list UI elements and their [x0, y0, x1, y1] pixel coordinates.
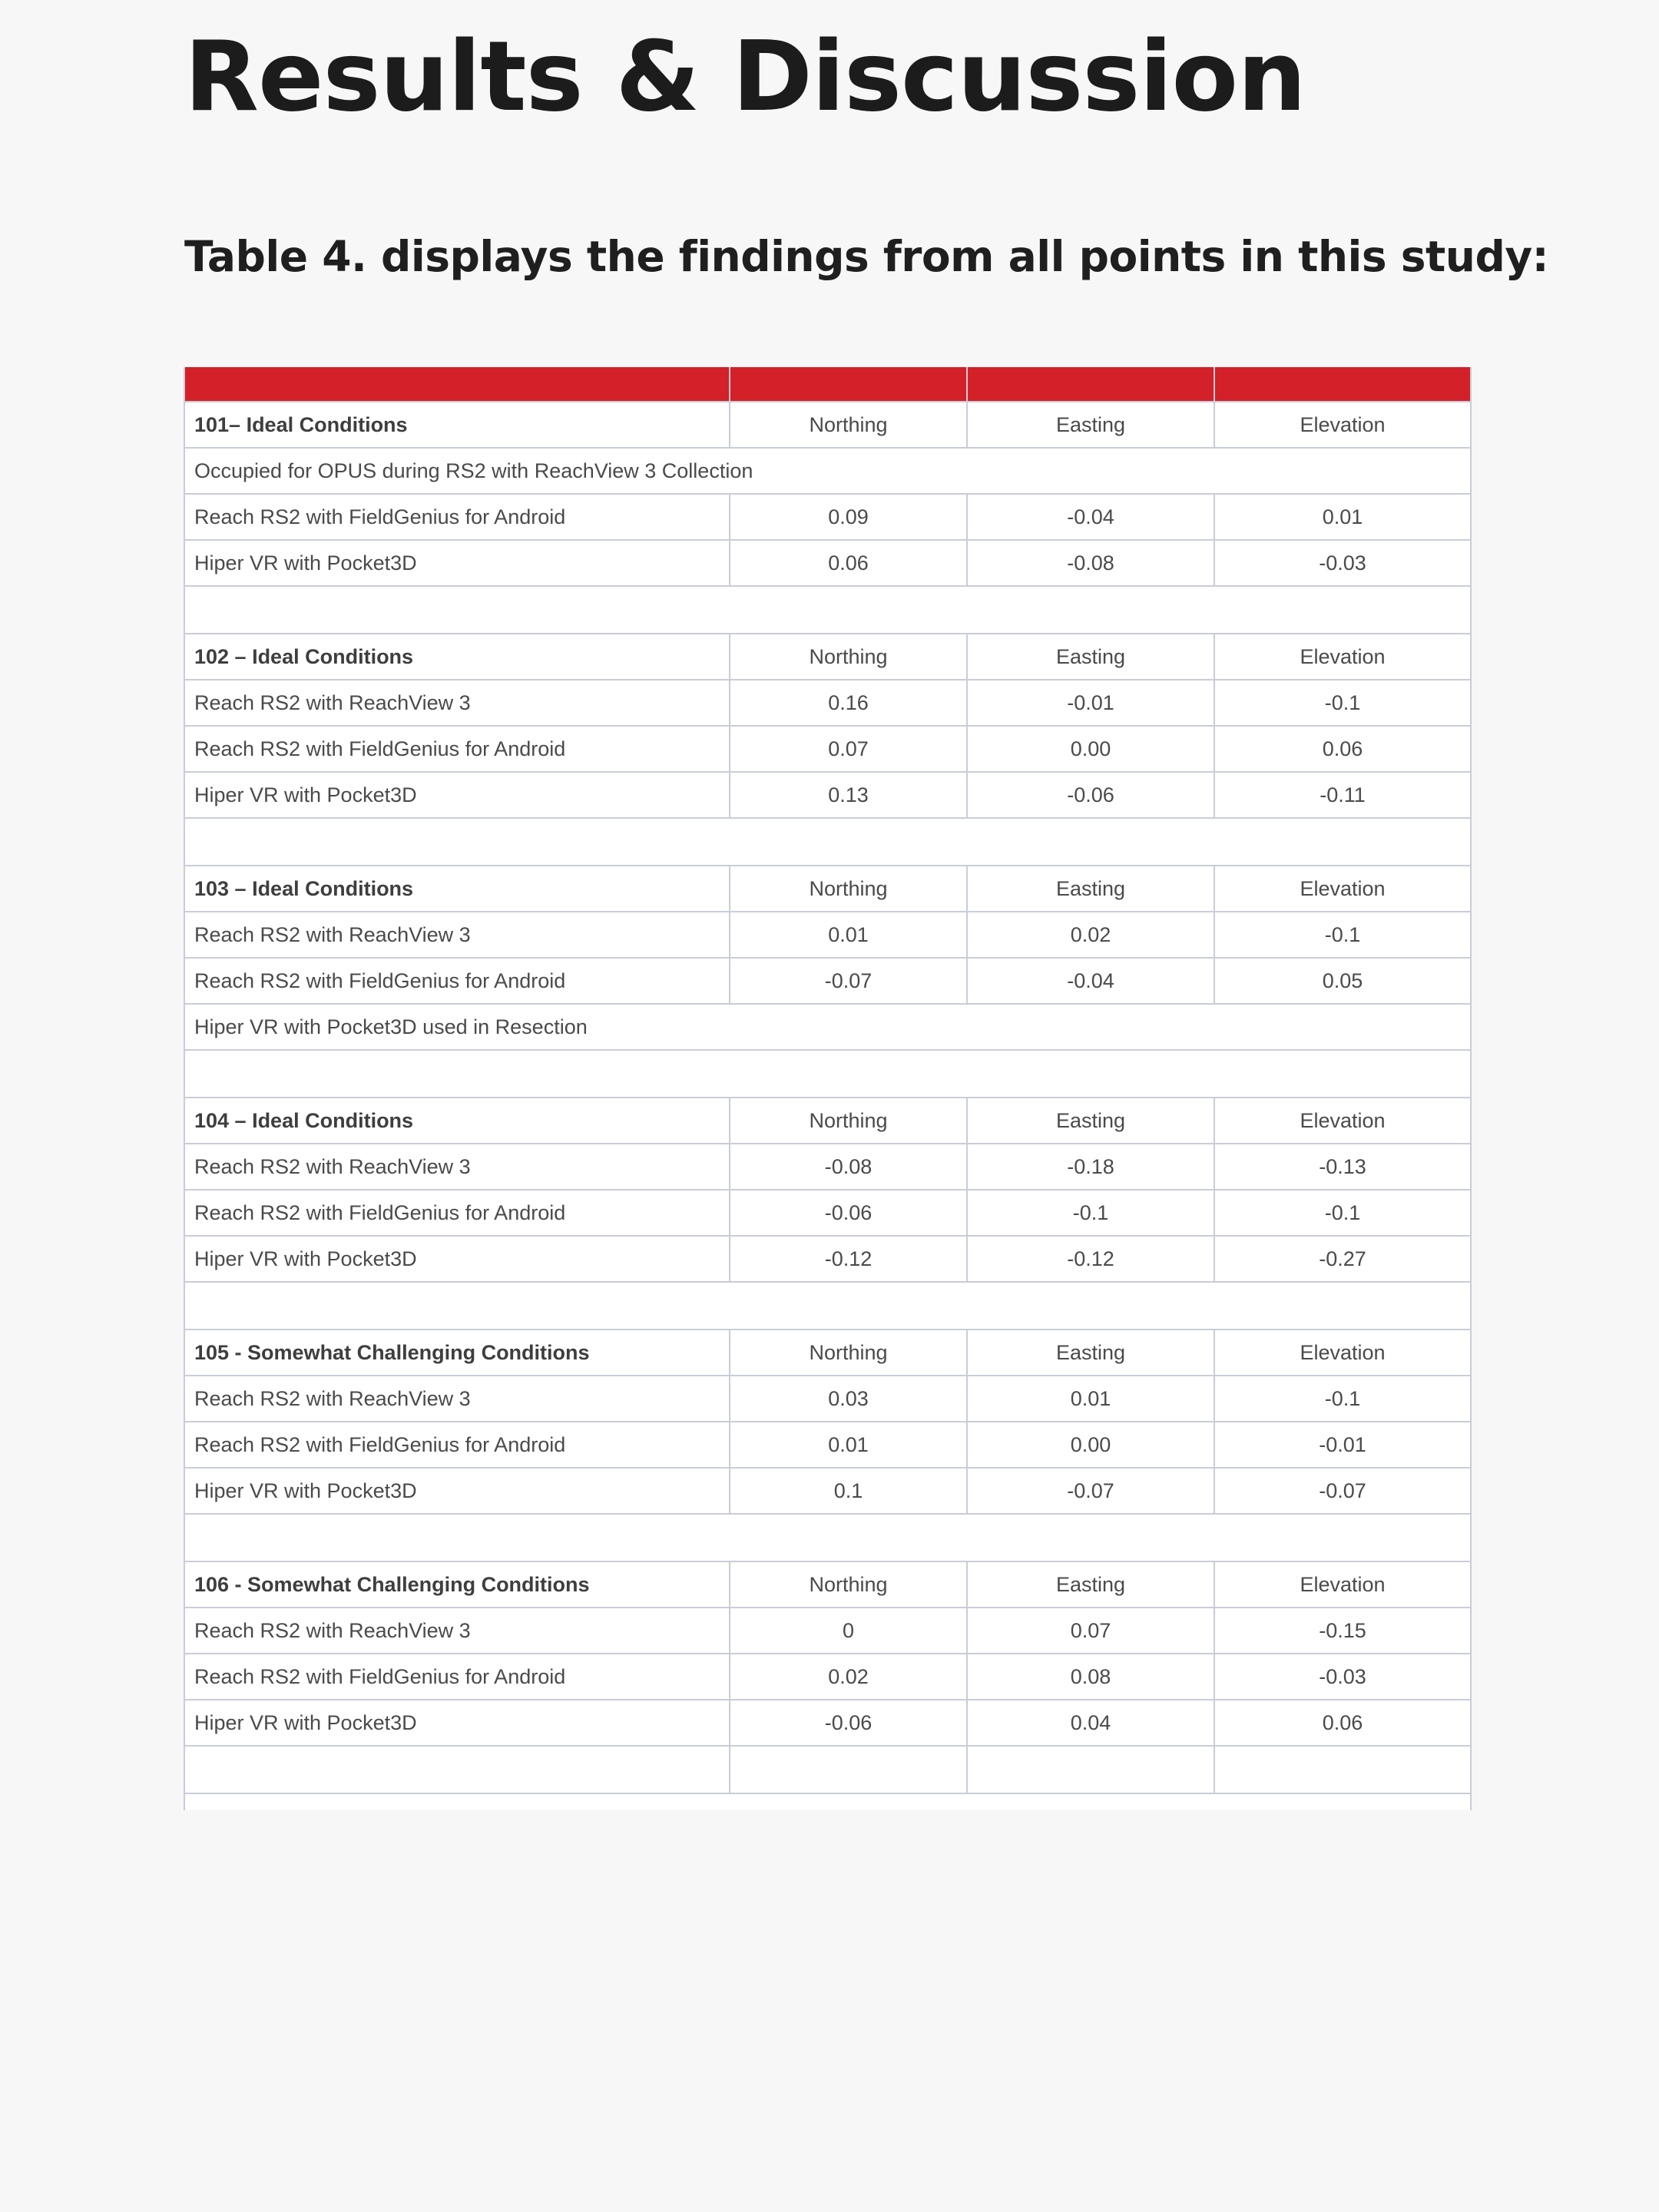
elevation-value: -0.01 [1214, 1422, 1470, 1468]
elevation-value: -0.13 [1214, 1144, 1470, 1190]
table-caption: Table 4. displays the findings from all points in this study: [184, 232, 1549, 281]
elevation-value: 0.05 [1214, 958, 1470, 1004]
elevation-value: -0.1 [1214, 680, 1470, 726]
elevation-value: -0.11 [1214, 772, 1470, 818]
northing-value: 0.02 [730, 1654, 967, 1700]
easting-value: -0.07 [967, 1468, 1214, 1514]
easting-value: -0.04 [967, 958, 1214, 1004]
elevation-value: -0.03 [1214, 540, 1470, 586]
easting-value: 0.00 [967, 726, 1214, 772]
elevation-value: -0.27 [1214, 1236, 1470, 1282]
table-row [185, 1468, 1470, 1514]
column-header-northing: Northing [730, 402, 967, 448]
spacer-row [185, 586, 1470, 634]
row-label: Hiper VR with Pocket3D [185, 1700, 730, 1746]
table-row [185, 1700, 1470, 1746]
column-header-northing: Northing [730, 1330, 967, 1376]
spacer-row [185, 818, 1470, 866]
group-header-row [185, 1561, 1470, 1608]
easting-value: -0.1 [967, 1190, 1214, 1236]
table-row [185, 726, 1470, 772]
group-header-row [185, 634, 1470, 680]
table-row [185, 912, 1470, 958]
northing-value: 0.01 [730, 912, 967, 958]
table-row [185, 1654, 1470, 1700]
column-header-northing: Northing [730, 634, 967, 680]
column-header-northing: Northing [730, 1098, 967, 1144]
group-title: 104 – Ideal Conditions [185, 1098, 730, 1144]
header-bar-cell [730, 367, 967, 402]
column-header-northing: Northing [730, 1561, 967, 1608]
row-label: Hiper VR with Pocket3D [185, 1236, 730, 1282]
table-row [185, 1144, 1470, 1190]
row-label: Reach RS2 with ReachView 3 [185, 680, 730, 726]
row-label: Hiper VR with Pocket3D [185, 540, 730, 586]
spacer-cell [185, 1746, 730, 1793]
northing-value: -0.07 [730, 958, 967, 1004]
table-row [185, 1236, 1470, 1282]
row-label: Hiper VR with Pocket3D [185, 1468, 730, 1514]
footnote-row [185, 1004, 1470, 1050]
easting-value: 0.02 [967, 912, 1214, 958]
row-label: Reach RS2 with ReachView 3 [185, 1608, 730, 1654]
group-title: 101– Ideal Conditions [185, 402, 730, 448]
page-title: Results & Discussion [184, 20, 1306, 133]
easting-value: 0.04 [967, 1700, 1214, 1746]
elevation-value: 0.01 [1214, 494, 1470, 540]
table-row [185, 680, 1470, 726]
elevation-value: -0.15 [1214, 1608, 1470, 1654]
northing-value: 0.01 [730, 1422, 967, 1468]
spacer-row [185, 1282, 1470, 1330]
column-header-elevation: Elevation [1214, 634, 1470, 680]
column-header-easting: Easting [967, 402, 1214, 448]
spacer-cell [185, 586, 1470, 634]
northing-value: 0.03 [730, 1376, 967, 1422]
column-header-northing: Northing [730, 866, 967, 912]
group-title: 106 - Somewhat Challenging Conditions [185, 1561, 730, 1608]
header-bar-cell [1214, 367, 1470, 402]
column-header-elevation: Elevation [1214, 1330, 1470, 1376]
northing-value: 0.06 [730, 540, 967, 586]
easting-value: 0.08 [967, 1654, 1214, 1700]
easting-value: 0.07 [967, 1608, 1214, 1654]
spacer-cell [185, 1514, 1470, 1561]
table-header-bar [185, 367, 1470, 402]
table-row [185, 958, 1470, 1004]
group-title: 105 - Somewhat Challenging Conditions [185, 1330, 730, 1376]
group-header-row [185, 866, 1470, 912]
spacer-cell [185, 818, 1470, 866]
elevation-value: -0.03 [1214, 1654, 1470, 1700]
results-table-container [184, 367, 1472, 1810]
row-label: Reach RS2 with FieldGenius for Android [185, 1422, 730, 1468]
table-row [185, 540, 1470, 586]
northing-value: -0.06 [730, 1700, 967, 1746]
elevation-value: 0.06 [1214, 726, 1470, 772]
column-header-easting: Easting [967, 866, 1214, 912]
row-label: Reach RS2 with FieldGenius for Android [185, 1654, 730, 1700]
results-table-body [185, 367, 1470, 1793]
column-header-elevation: Elevation [1214, 1561, 1470, 1608]
elevation-value: -0.1 [1214, 1190, 1470, 1236]
northing-value: 0.1 [730, 1468, 967, 1514]
spacer-row [185, 1050, 1470, 1098]
column-header-elevation: Elevation [1214, 1098, 1470, 1144]
header-bar-cell [185, 367, 730, 402]
row-label: Reach RS2 with FieldGenius for Android [185, 1190, 730, 1236]
northing-value: 0.09 [730, 494, 967, 540]
easting-value: 0.00 [967, 1422, 1214, 1468]
easting-value: -0.04 [967, 494, 1214, 540]
northing-value: 0.13 [730, 772, 967, 818]
easting-value: -0.01 [967, 680, 1214, 726]
column-header-easting: Easting [967, 1098, 1214, 1144]
northing-value: -0.12 [730, 1236, 967, 1282]
column-header-easting: Easting [967, 1330, 1214, 1376]
results-table [185, 367, 1470, 1794]
spacer-cell [1214, 1746, 1470, 1793]
table-row [185, 494, 1470, 540]
northing-value: 0 [730, 1608, 967, 1654]
group-note: Occupied for OPUS during RS2 with ReachView 3 Collection [185, 448, 1470, 494]
group-title: 103 – Ideal Conditions [185, 866, 730, 912]
easting-value: 0.01 [967, 1376, 1214, 1422]
elevation-value: -0.1 [1214, 912, 1470, 958]
spacer-cell [730, 1746, 967, 1793]
row-label: Reach RS2 with FieldGenius for Android [185, 958, 730, 1004]
northing-value: -0.08 [730, 1144, 967, 1190]
elevation-value: 0.06 [1214, 1700, 1470, 1746]
row-label: Reach RS2 with FieldGenius for Android [185, 726, 730, 772]
row-label: Reach RS2 with ReachView 3 [185, 1144, 730, 1190]
easting-value: -0.08 [967, 540, 1214, 586]
table-row [185, 1422, 1470, 1468]
table-row [185, 772, 1470, 818]
spacer-row [185, 1746, 1470, 1793]
easting-value: -0.12 [967, 1236, 1214, 1282]
northing-value: 0.16 [730, 680, 967, 726]
spacer-row [185, 1514, 1470, 1561]
group-header-row [185, 402, 1470, 448]
easting-value: -0.06 [967, 772, 1214, 818]
spacer-cell [185, 1050, 1470, 1098]
easting-value: -0.18 [967, 1144, 1214, 1190]
group-header-row [185, 1098, 1470, 1144]
northing-value: -0.06 [730, 1190, 967, 1236]
column-header-easting: Easting [967, 634, 1214, 680]
column-header-elevation: Elevation [1214, 866, 1470, 912]
spacer-cell [185, 1282, 1470, 1330]
row-label: Reach RS2 with ReachView 3 [185, 1376, 730, 1422]
row-label: Reach RS2 with FieldGenius for Android [185, 494, 730, 540]
northing-value: 0.07 [730, 726, 967, 772]
table-row [185, 1376, 1470, 1422]
spacer-cell [967, 1746, 1214, 1793]
column-header-elevation: Elevation [1214, 402, 1470, 448]
group-header-row [185, 1330, 1470, 1376]
group-footnote: Hiper VR with Pocket3D used in Resection [185, 1004, 1470, 1050]
row-label: Reach RS2 with ReachView 3 [185, 912, 730, 958]
row-label: Hiper VR with Pocket3D [185, 772, 730, 818]
column-header-easting: Easting [967, 1561, 1214, 1608]
group-title: 102 – Ideal Conditions [185, 634, 730, 680]
note-row [185, 448, 1470, 494]
table-row [185, 1190, 1470, 1236]
header-bar-cell [967, 367, 1214, 402]
elevation-value: -0.1 [1214, 1376, 1470, 1422]
elevation-value: -0.07 [1214, 1468, 1470, 1514]
table-row [185, 1608, 1470, 1654]
